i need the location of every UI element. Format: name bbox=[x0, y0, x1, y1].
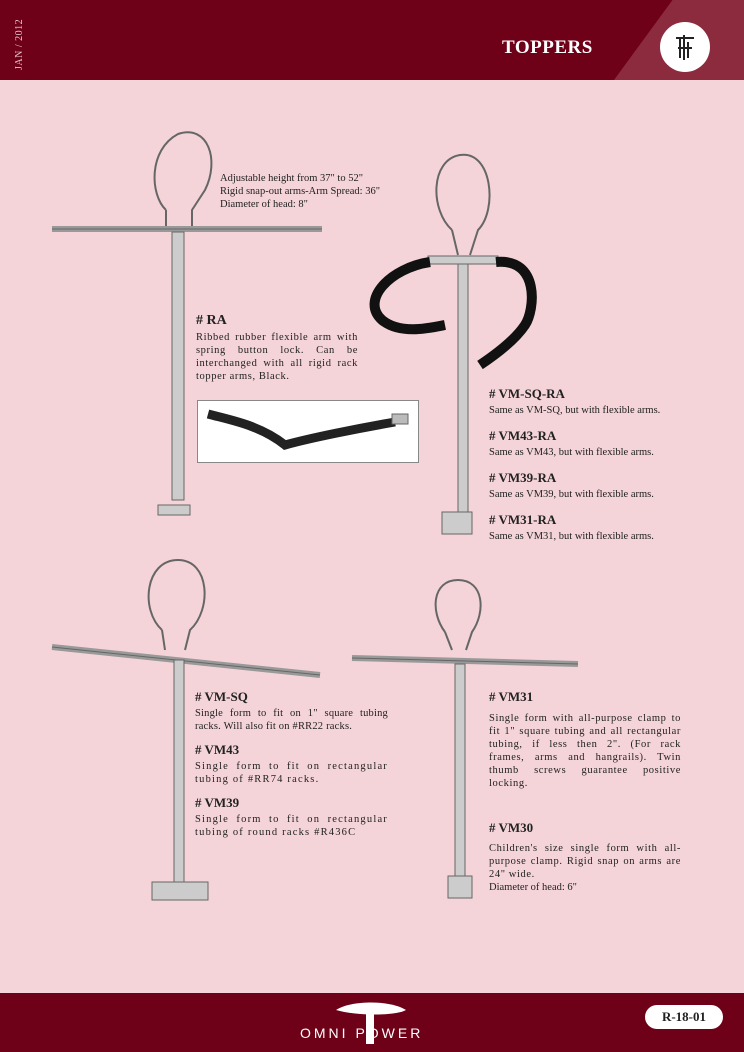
item-code: # VM43-RA bbox=[489, 428, 557, 443]
brand-wordmark: OMNI POWER bbox=[300, 1025, 424, 1041]
vm31-code: # VM31 bbox=[489, 689, 534, 704]
item-code: # VM-SQ-RA bbox=[489, 386, 565, 401]
spec-line: Rigid snap-out arms-Arm Spread: 36" bbox=[220, 186, 381, 197]
item-code: # VM-SQ bbox=[195, 689, 248, 704]
item-desc: Same as VM43, but with flexible arms. bbox=[489, 447, 654, 458]
list-item bbox=[489, 428, 709, 459]
vm30-desc: Children's size single form with all-purpose clamp. Rigid snap on arms are 24" wide. bbox=[489, 843, 681, 880]
item-code: # VM43 bbox=[195, 742, 240, 757]
omni-power-logo bbox=[296, 1000, 446, 1046]
flexible-arm-inset bbox=[197, 400, 419, 463]
vm31-desc: Single form with all-purpose clamp to fit 1" square tubing and all rectangular tubing, if less then 2". (For rack frames, arms and hangrails). Twin thumb screws guarantee positive locking. bbox=[489, 713, 681, 789]
spec-line: Adjustable height from 37" to 52" bbox=[220, 173, 364, 184]
ra-code: # RA bbox=[196, 313, 227, 328]
item-desc: Single form to fit on rectangular tubing of #RR74 racks. bbox=[195, 761, 388, 785]
item-desc: Single form to fit on 1" square tubing racks. Will also fit on #RR22 racks. bbox=[195, 708, 388, 732]
list-item bbox=[489, 470, 709, 501]
item-code: # VM39-RA bbox=[489, 470, 557, 485]
list-item bbox=[489, 512, 709, 543]
vm31-block bbox=[489, 689, 681, 790]
vm30-code: # VM30 bbox=[489, 820, 534, 835]
item-code: # VM39 bbox=[195, 795, 240, 810]
ra-block bbox=[196, 313, 358, 383]
vm30-extra: Diameter of head: 6" bbox=[489, 882, 577, 893]
page-number: R-18-01 bbox=[645, 1005, 723, 1029]
item-code: # VM31-RA bbox=[489, 512, 557, 527]
item-desc: Same as VM-SQ, but with flexible arms. bbox=[489, 405, 661, 416]
date-label: JAN / 2012 bbox=[14, 18, 25, 70]
item-desc: Same as VM31, but with flexible arms. bbox=[489, 531, 654, 542]
list-item bbox=[195, 742, 388, 786]
page-title: TOPPERS bbox=[502, 37, 593, 58]
list-item bbox=[489, 386, 709, 417]
list-item bbox=[195, 689, 388, 733]
list-item bbox=[195, 795, 388, 839]
item-desc: Single form to fit on rectangular tubing of round racks #R436C bbox=[195, 814, 388, 838]
spec-note bbox=[220, 172, 420, 211]
left-items bbox=[195, 689, 388, 839]
brand-logo-footer bbox=[296, 1000, 446, 1046]
vm30-block bbox=[489, 820, 681, 894]
flex-items bbox=[489, 386, 709, 543]
item-desc: Same as VM39, but with flexible arms. bbox=[489, 489, 654, 500]
spec-line: Diameter of head: 8" bbox=[220, 199, 308, 210]
ra-desc: Ribbed rubber flexible arm with spring button lock. Can be interchanged with all rigid rack topper arms, Black. bbox=[196, 332, 358, 382]
